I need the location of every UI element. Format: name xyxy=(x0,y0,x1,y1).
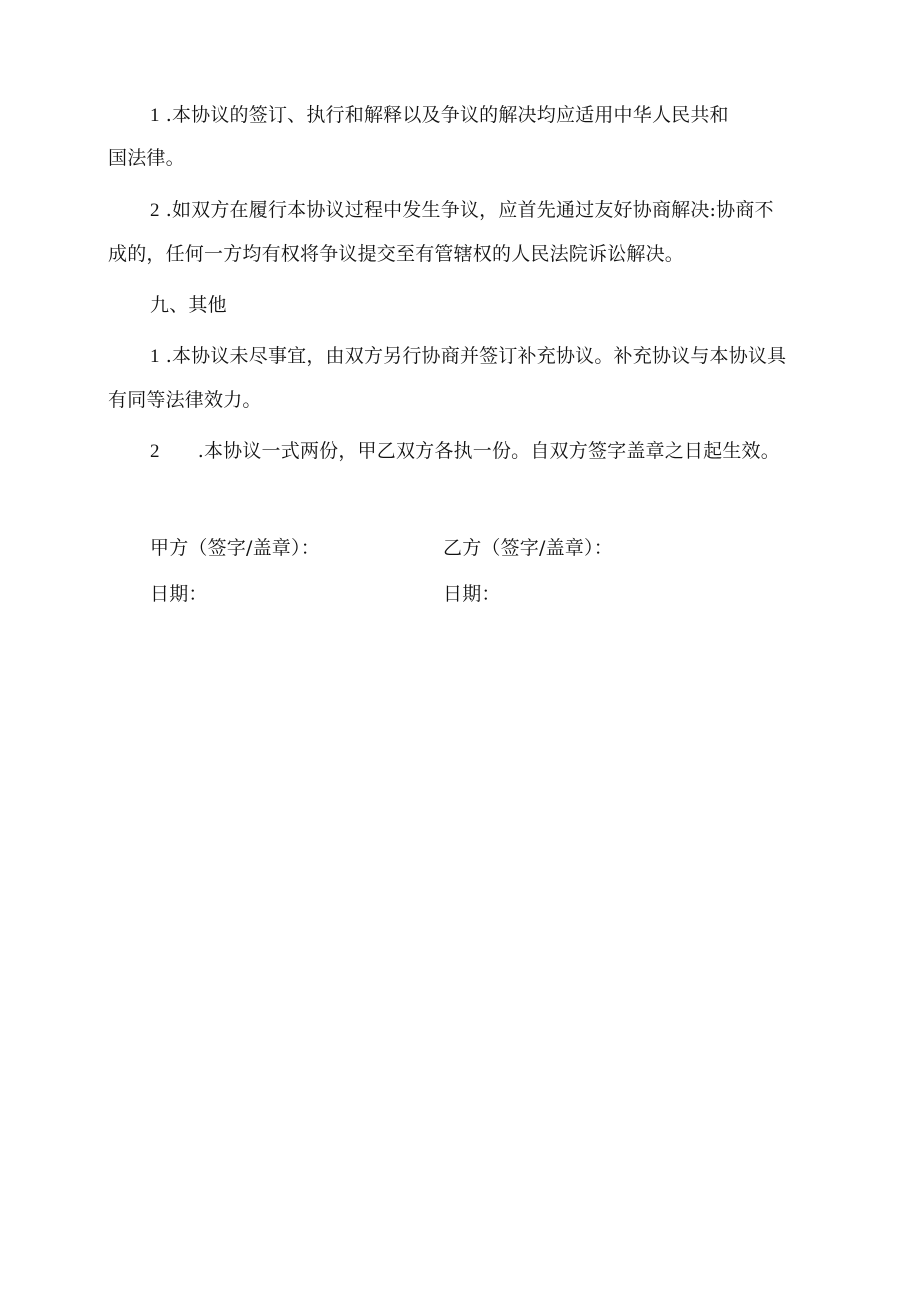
party-a-signature-label: 甲方（签字/盖章）： xyxy=(150,537,320,559)
clause-number: 2 xyxy=(150,441,160,462)
clause-text: .本协议的签订、执行和解释以及争议的解决均应适用中华人民共和 xyxy=(165,104,729,126)
clause-number: 1 xyxy=(150,346,160,367)
clause-number: 1 xyxy=(150,105,160,126)
clause-8-1-line-1 xyxy=(150,103,729,128)
clause-8-1-line-2 xyxy=(108,146,185,170)
clause-text: 有同等法律效力。 xyxy=(108,389,262,411)
clause-text: 国法律。 xyxy=(108,147,185,169)
party-b-date-label: 日期： xyxy=(443,583,501,605)
clause-9-2-line-1 xyxy=(150,439,780,464)
section-9-heading: 九、其他 xyxy=(150,294,227,316)
clause-text: 成的，任何一方均有权将争议提交至有管辖权的人民法院诉讼解决。 xyxy=(108,243,685,265)
clause-9-1-line-1 xyxy=(150,344,786,369)
party-a-date-label: 日期： xyxy=(150,583,208,605)
clause-8-2-line-1 xyxy=(150,198,774,223)
clause-text: .本协议未尽事宜，由双方另行协商并签订补充协议。补充协议与本协议具 xyxy=(165,345,787,367)
party-b-signature-label: 乙方（签字/盖章）： xyxy=(443,537,613,559)
clause-8-2-line-2 xyxy=(108,242,684,266)
clause-text: .本协议一式两份，甲乙双方各执一份。自双方签字盖章之日起生效。 xyxy=(197,440,780,462)
clause-text: .如双方在履行本协议过程中发生争议，应首先通过友好协商解决:协商不 xyxy=(165,199,774,221)
clause-9-1-line-2 xyxy=(108,388,262,412)
clause-number: 2 xyxy=(150,200,160,221)
